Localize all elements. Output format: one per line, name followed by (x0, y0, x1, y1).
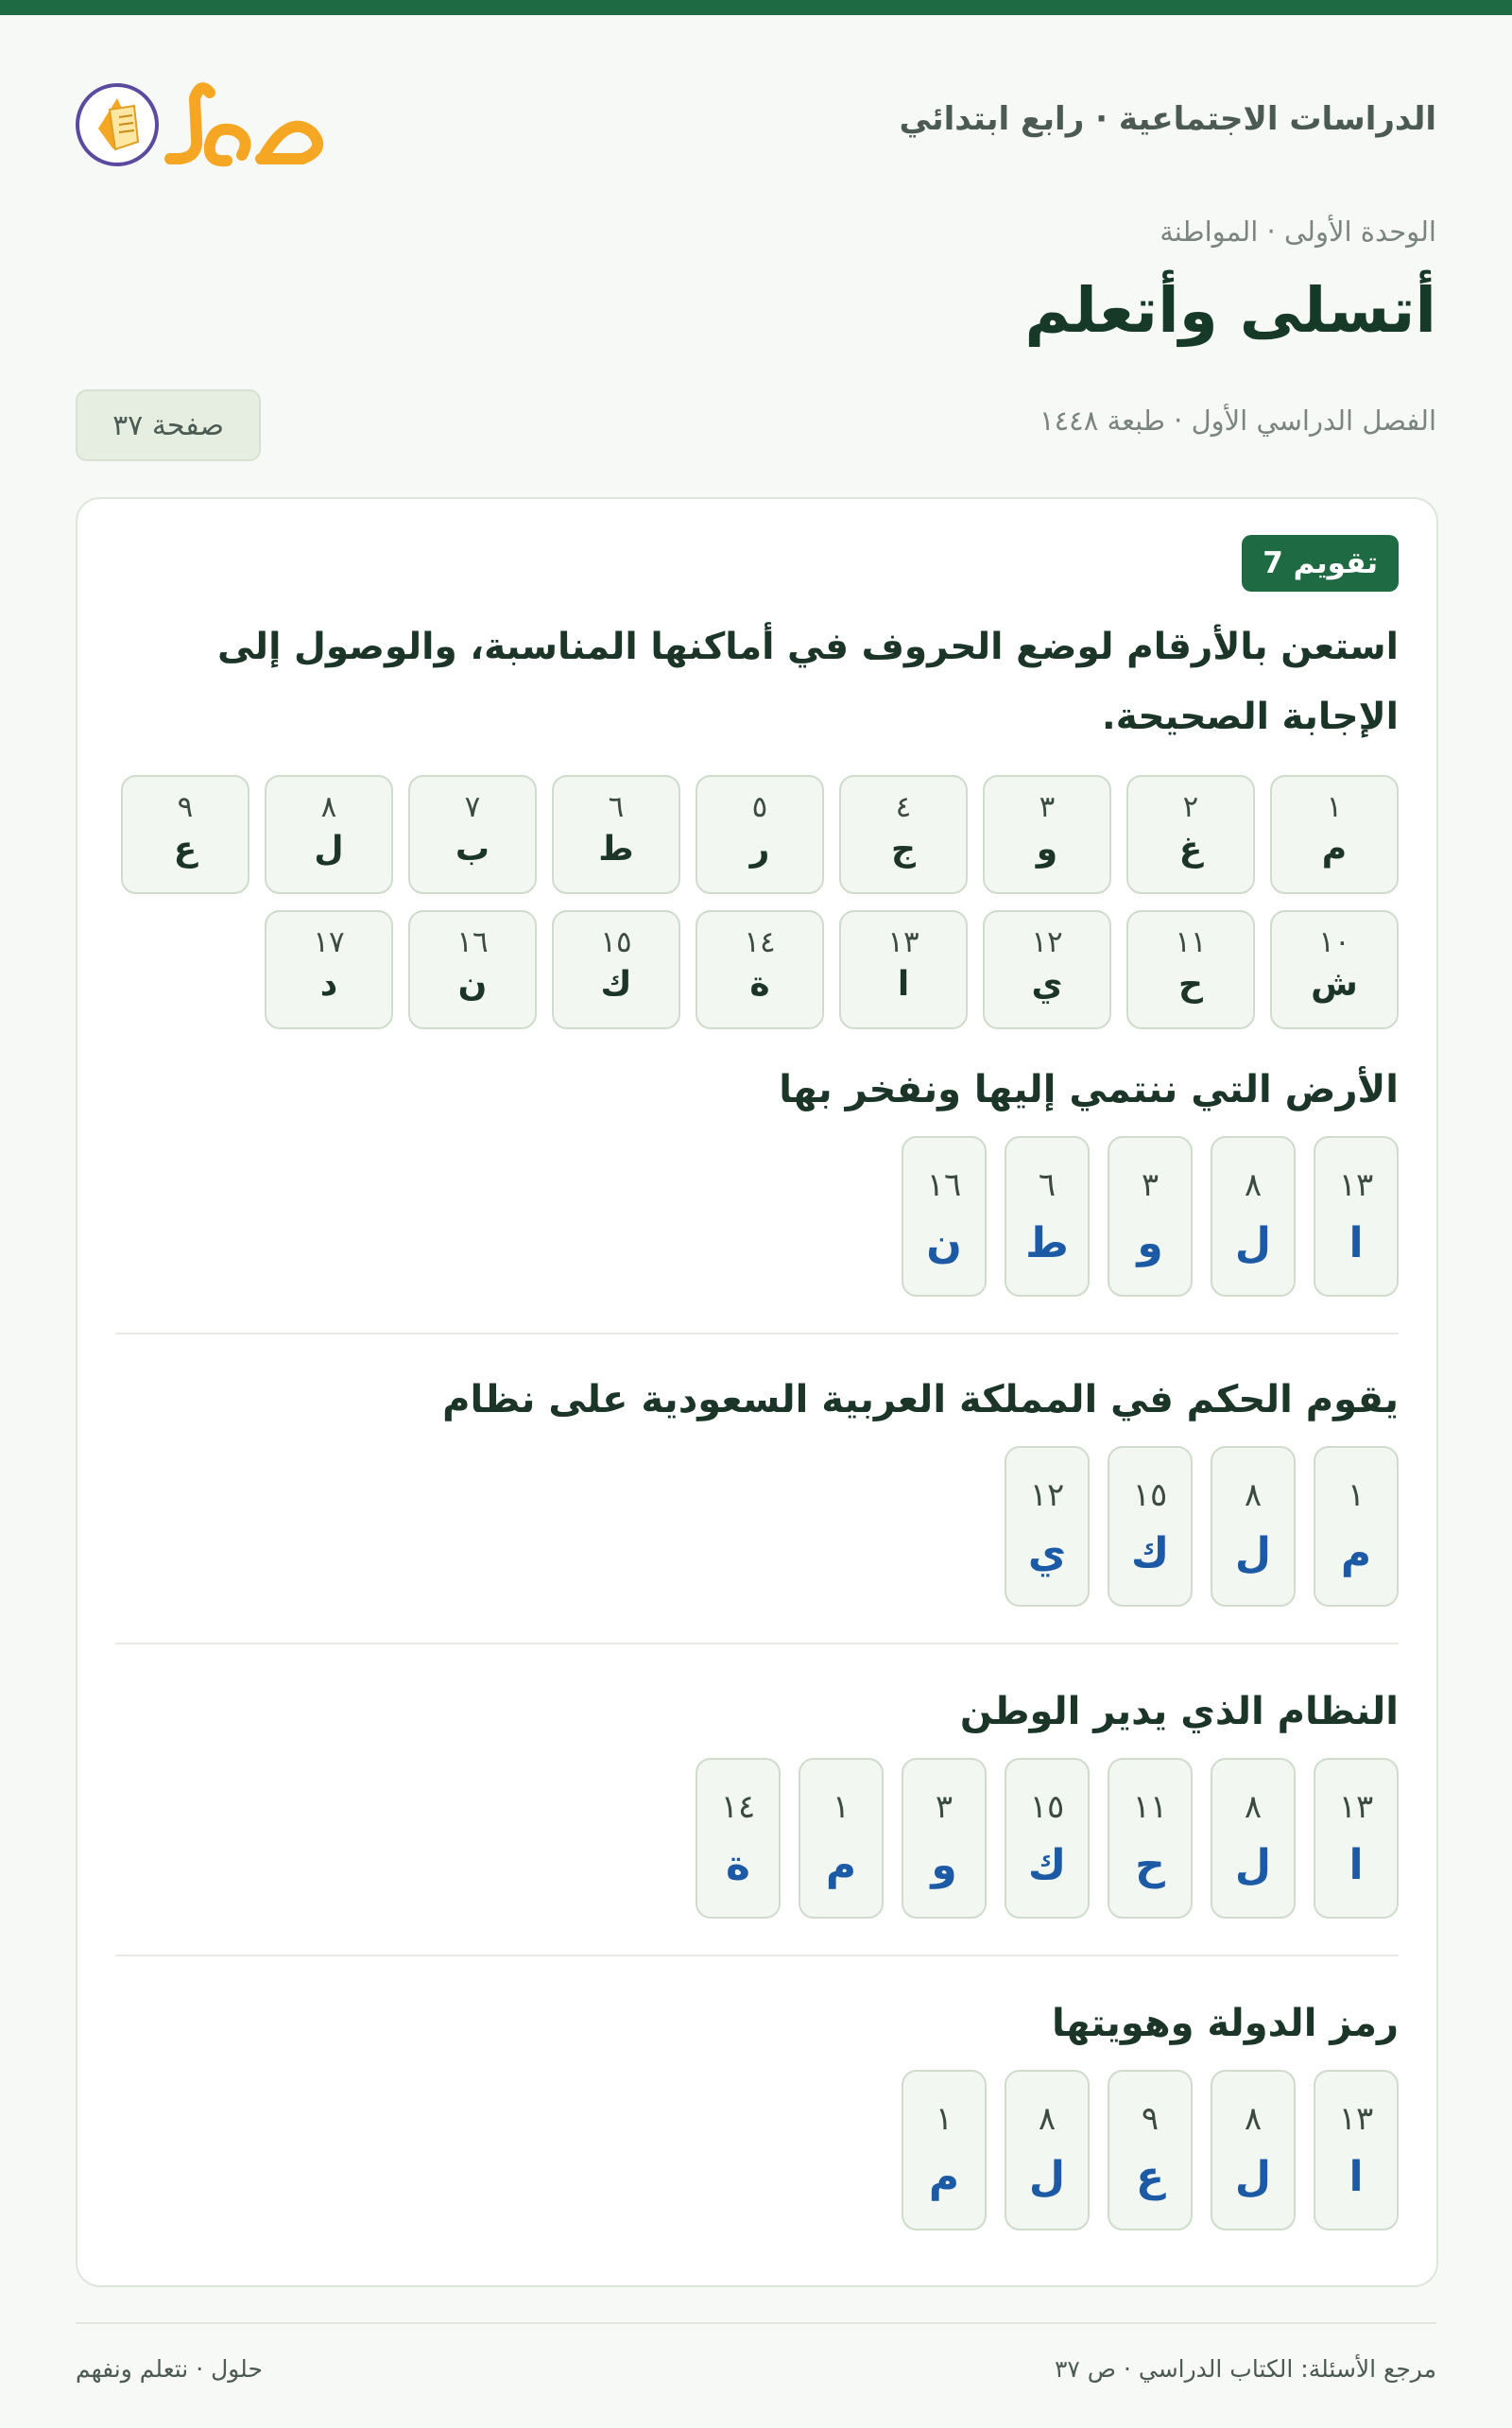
answer-box[interactable] (1108, 2070, 1193, 2230)
answer-letter: ح (1135, 1841, 1165, 1889)
key-number: ٩ (177, 790, 194, 824)
question-text: النظام الذي يدير الوطن (959, 1690, 1399, 1733)
key-cell (839, 775, 968, 894)
key-number: ١٦ (456, 925, 489, 959)
answer-letter: ل (1234, 1219, 1272, 1267)
answer-number: ١٤ (720, 1788, 756, 1826)
key-letter: م (1321, 830, 1348, 869)
answer-letter: ا (1349, 1219, 1364, 1267)
answer-number: ٦ (1038, 1166, 1057, 1204)
key-number: ١٠ (1318, 925, 1350, 959)
answer-number: ٨ (1244, 1476, 1263, 1514)
answer-letter: ا (1349, 1841, 1364, 1889)
answer-number: ٨ (1038, 2100, 1057, 2138)
answer-letter: ك (1027, 1841, 1067, 1889)
answer-number: ١٢ (1029, 1476, 1065, 1514)
answer-boxes (115, 2070, 1399, 2232)
key-letter: غ (1178, 830, 1203, 869)
answer-box[interactable] (1005, 1758, 1090, 1919)
key-cell (1126, 775, 1255, 894)
answer-box[interactable] (1005, 1446, 1090, 1607)
key-letter: ة (749, 965, 770, 1004)
key-cell (839, 910, 968, 1029)
answer-box[interactable] (902, 2070, 987, 2230)
key-letter: ل (314, 830, 344, 869)
answer-number: ١١ (1132, 1788, 1168, 1826)
key-number: ٣ (1039, 790, 1056, 824)
key-cell (1270, 775, 1399, 894)
key-number: ٦ (608, 790, 625, 824)
answer-box[interactable] (696, 1758, 781, 1919)
key-number: ١٥ (600, 925, 632, 959)
key-cell (696, 775, 824, 894)
answer-box[interactable] (1314, 1446, 1399, 1607)
answer-boxes (115, 1136, 1399, 1299)
page-header (76, 15, 1436, 195)
key-number: ٨ (320, 790, 337, 824)
footer-divider (76, 2322, 1436, 2324)
key-letter: ا (897, 965, 910, 1004)
key-cell (408, 775, 537, 894)
key-number: ١٧ (313, 925, 345, 959)
answer-letter: ن (926, 1219, 962, 1267)
key-letter: ط (598, 830, 634, 869)
answer-number: ١ (935, 2100, 954, 2138)
key-number: ١١ (1175, 925, 1207, 959)
answer-letter: ة (726, 1841, 750, 1889)
answer-box[interactable] (1108, 1758, 1193, 1919)
key-letter: ب (455, 830, 490, 869)
answer-number: ١٦ (926, 1166, 962, 1204)
page-title: أتسلى وأتعلم (1024, 274, 1436, 347)
answer-box[interactable] (1211, 1758, 1296, 1919)
key-cell (265, 775, 393, 894)
answer-number: ١٣ (1338, 1788, 1374, 1826)
answer-letter: م (825, 1841, 857, 1889)
question-text: رمز الدولة وهويتها (1052, 2002, 1399, 2045)
answer-box[interactable] (1314, 2070, 1399, 2230)
answer-letter: ا (1349, 2153, 1364, 2201)
key-letter: د (319, 965, 338, 1004)
answer-letter: ل (1234, 1529, 1272, 1577)
footer-brand: حلول · نتعلم ونفهم (76, 2355, 263, 2383)
answer-box[interactable] (1005, 2070, 1090, 2230)
answer-letter: ك (1130, 1529, 1170, 1577)
key-cell (983, 775, 1111, 894)
answer-box[interactable] (1108, 1446, 1193, 1607)
answer-box[interactable] (1005, 1136, 1090, 1297)
halool-logo[interactable] (76, 72, 350, 176)
key-cell (552, 910, 680, 1029)
key-letter: ي (1031, 965, 1063, 1004)
answer-letter: و (931, 1841, 957, 1889)
key-number: ٥ (751, 790, 768, 824)
answer-number: ١٥ (1132, 1476, 1168, 1514)
key-cell (552, 775, 680, 894)
answer-number: ١٣ (1338, 2100, 1374, 2138)
footer-source: مرجع الأسئلة: الكتاب الدراسي · ص ٣٧ (1054, 2355, 1436, 2383)
exercise-instruction: استعن بالأرقام لوضع الحروف في أماكنها المناسبة، والوصول إلى الإجابة الصحيحة. (216, 626, 1399, 738)
question-text: الأرض التي ننتمي إليها ونفخر بها (779, 1068, 1399, 1111)
key-cell (1126, 910, 1255, 1029)
answer-letter: ل (1028, 2153, 1066, 2201)
answer-letter: م (1340, 1529, 1372, 1577)
key-cell (121, 775, 249, 894)
question-text: يقوم الحكم في المملكة العربية السعودية على نظام (442, 1378, 1399, 1421)
term-label: الفصل الدراسي الأول · طبعة ١٤٤٨ (1040, 405, 1436, 437)
question-divider (115, 1643, 1399, 1644)
answer-box[interactable] (1211, 1446, 1296, 1607)
key-letter: ر (749, 830, 770, 869)
answer-letter: و (1137, 1219, 1163, 1267)
key-cell (1270, 910, 1399, 1029)
key-number: ١٢ (1031, 925, 1063, 959)
key-number: ١٤ (744, 925, 776, 959)
key-cell (983, 910, 1111, 1029)
answer-box[interactable] (902, 1136, 987, 1297)
answer-number: ٨ (1244, 1788, 1263, 1826)
answer-box[interactable] (1314, 1136, 1399, 1297)
key-number: ٢ (1182, 790, 1199, 824)
subject-title: الدراسات الاجتماعية · رابع ابتدائي (899, 100, 1436, 138)
answer-number: ٣ (935, 1788, 954, 1826)
answer-number: ١ (1347, 1476, 1366, 1514)
question-divider (115, 1333, 1399, 1335)
answer-boxes (115, 1446, 1399, 1609)
top-accent-bar (0, 0, 1512, 15)
answer-letter: م (928, 2153, 960, 2201)
page-number-badge: صفحة ٣٧ (76, 389, 261, 461)
key-letter: ع (173, 830, 198, 869)
key-number: ٧ (464, 790, 481, 824)
key-number: ١ (1326, 790, 1343, 824)
answer-box[interactable] (1314, 1758, 1399, 1919)
key-cell (408, 910, 537, 1029)
answer-number: ٨ (1244, 2100, 1263, 2138)
key-letter: ش (1311, 965, 1358, 1004)
answer-box[interactable] (1211, 1136, 1296, 1297)
exercise-card (76, 497, 1438, 2287)
answer-box[interactable] (1211, 2070, 1296, 2230)
key-letter: ن (457, 965, 488, 1004)
answer-number: ١٥ (1029, 1788, 1065, 1826)
answer-number: ١٣ (1338, 1166, 1374, 1204)
key-letter: و (1036, 830, 1058, 869)
answer-box[interactable] (902, 1758, 987, 1919)
key-number: ١٣ (887, 925, 919, 959)
answer-boxes (115, 1758, 1399, 1920)
key-cell (265, 910, 393, 1029)
answer-box[interactable] (1108, 1136, 1193, 1297)
key-letter: ج (891, 830, 916, 869)
answer-box[interactable] (799, 1758, 884, 1919)
exercise-tag: تقويم 7 (1242, 535, 1399, 592)
question-divider (115, 1954, 1399, 1956)
answer-number: ١ (832, 1788, 850, 1826)
answer-letter: ل (1234, 1841, 1272, 1889)
key-number: ٤ (895, 790, 912, 824)
key-letter: ك (600, 965, 632, 1004)
key-letter: ح (1178, 965, 1203, 1004)
answer-letter: ل (1234, 2153, 1272, 2201)
answer-number: ٣ (1141, 1166, 1160, 1204)
key-cell (696, 910, 824, 1029)
answer-letter: ط (1025, 1219, 1069, 1267)
answer-letter: ع (1135, 2153, 1165, 2201)
unit-label: الوحدة الأولى · المواطنة (1160, 215, 1436, 248)
answer-number: ٨ (1244, 1166, 1263, 1204)
answer-number: ٩ (1141, 2100, 1160, 2138)
answer-letter: ي (1027, 1529, 1067, 1577)
